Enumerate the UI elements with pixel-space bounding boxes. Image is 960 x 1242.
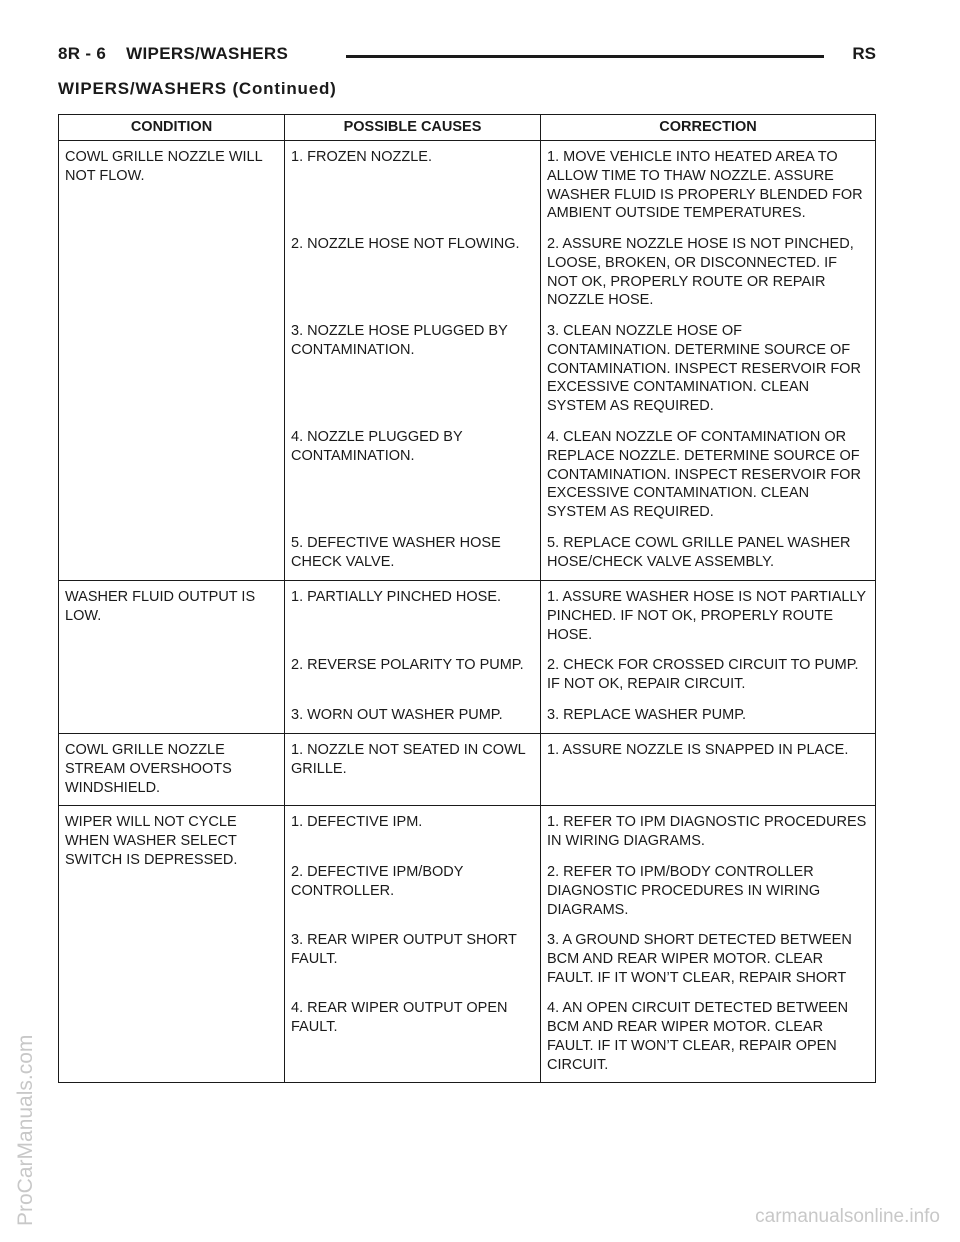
cause-item: 2. NOZZLE HOSE NOT FLOWING. [291, 236, 520, 252]
correction-cell [541, 734, 876, 806]
section-code: RS [852, 44, 876, 63]
correction-cell [541, 581, 876, 734]
correction-item: 3. A GROUND SHORT DETECTED BETWEEN BCM AND REAR WIPER MOTOR. CLEAR FAULT. IF IT WON’T CLEAR, REPAIR SHORT [547, 932, 852, 986]
header-rule [346, 55, 824, 58]
correction-item: 2. REFER TO IPM/BODY CONTROLLER DIAGNOSTIC PROCEDURES IN WIRING DIAGRAMS. [547, 864, 821, 918]
condition-cell: WIPER WILL NOT CYCLE WHEN WASHER SELECT SWITCH IS DEPRESSED. [59, 806, 285, 1083]
cause-item: 2. REVERSE POLARITY TO PUMP. [291, 657, 524, 673]
cause-item: 4. NOZZLE PLUGGED BY CONTAMINATION. [291, 429, 463, 464]
cause-item: 1. PARTIALLY PINCHED HOSE. [291, 589, 502, 605]
correction-item: 3. CLEAN NOZZLE HOSE OF CONTAMINATION. DETERMINE SOURCE OF CONTAMINATION. INSPECT RESERVOIR FOR EXCESSIVE CONTAMINATION. CLEAN SYSTEM AS REQUIRED. [547, 323, 861, 415]
footer-watermark: carmanualsonline.info [755, 1206, 940, 1227]
col-header-correction: CORRECTION [541, 115, 876, 141]
correction-cell [541, 141, 876, 581]
correction-item: 1. ASSURE NOZZLE IS SNAPPED IN PLACE. [547, 742, 849, 758]
col-header-condition: CONDITION [59, 115, 285, 141]
correction-item: 4. AN OPEN CIRCUIT DETECTED BETWEEN BCM AND REAR WIPER MOTOR. CLEAR FAULT. IF IT WON’T CLEAR, REPAIR OPEN CIRCUIT. [547, 1000, 849, 1073]
cause-item: 3. REAR WIPER OUTPUT SHORT FAULT. [291, 932, 517, 968]
table-row [59, 734, 876, 806]
section-title: WIPERS/WASHERS (Continued) [58, 79, 337, 98]
correction-item: 1. ASSURE WASHER HOSE IS NOT PARTIALLY PINCHED. IF NOT OK, PROPERLY ROUTE HOSE. [547, 589, 866, 643]
table-body [59, 141, 876, 1083]
cause-item: 1. NOZZLE NOT SEATED IN COWL GRILLE. [291, 742, 526, 777]
correction-item: 5. REPLACE COWL GRILLE PANEL WASHER HOSE/CHECK VALVE ASSEMBLY. [547, 535, 851, 570]
causes-cell [285, 734, 541, 806]
correction-cell [541, 806, 876, 1083]
col-header-causes: POSSIBLE CAUSES [285, 115, 541, 141]
table-header-row [59, 115, 876, 141]
page-header [58, 44, 876, 68]
cause-item: 3. WORN OUT WASHER PUMP. [291, 707, 503, 723]
correction-item: 1. REFER TO IPM DIAGNOSTIC PROCEDURES IN WIRING DIAGRAMS. [547, 814, 867, 850]
condition-cell: COWL GRILLE NOZZLE STREAM OVERSHOOTS WINDSHIELD. [59, 734, 285, 806]
side-watermark: ProCarManuals.com [14, 1034, 37, 1226]
table-row [59, 806, 876, 1083]
table-row [59, 581, 876, 734]
causes-cell [285, 806, 541, 1083]
correction-item: 2. CHECK FOR CROSSED CIRCUIT TO PUMP. IF NOT OK, REPAIR CIRCUIT. [547, 657, 859, 692]
causes-cell [285, 141, 541, 581]
cause-item: 1. DEFECTIVE IPM. [291, 814, 423, 831]
condition-cell: WASHER FLUID OUTPUT IS LOW. [59, 581, 285, 734]
correction-item: 4. CLEAN NOZZLE OF CONTAMINATION OR REPLACE NOZZLE. DETERMINE SOURCE OF CONTAMINATION. INSPECT RESERVOIR FOR EXCESSIVE CONTAMINATION. CLEAN SYSTEM AS REQUIRED. [547, 429, 861, 521]
causes-cell [285, 581, 541, 734]
cause-item: 2. DEFECTIVE IPM/BODY CONTROLLER. [291, 864, 464, 900]
cause-item: 1. FROZEN NOZZLE. [291, 149, 432, 165]
correction-item: 1. MOVE VEHICLE INTO HEATED AREA TO ALLOW TIME TO THAW NOZZLE. ASSURE WASHER FLUID IS PROPERLY BLENDED FOR AMBIENT OUTSIDE TEMPERATURES. [547, 149, 863, 222]
cause-item: 3. NOZZLE HOSE PLUGGED BY CONTAMINATION. [291, 323, 508, 358]
cause-item: 4. REAR WIPER OUTPUT OPEN FAULT. [291, 1000, 508, 1036]
page-label: 8R - 6 WIPERS/WASHERS [58, 44, 289, 63]
condition-cell: COWL GRILLE NOZZLE WILL NOT FLOW. [59, 141, 285, 581]
cause-item: 5. DEFECTIVE WASHER HOSE CHECK VALVE. [291, 535, 501, 570]
table-row [59, 141, 876, 581]
correction-item: 3. REPLACE WASHER PUMP. [547, 707, 747, 723]
diagnosis-table [58, 114, 876, 1083]
correction-item: 2. ASSURE NOZZLE HOSE IS NOT PINCHED, LOOSE, BROKEN, OR DISCONNECTED. IF NOT OK, PROPERLY ROUTE OR REPAIR NOZZLE HOSE. [547, 236, 854, 309]
